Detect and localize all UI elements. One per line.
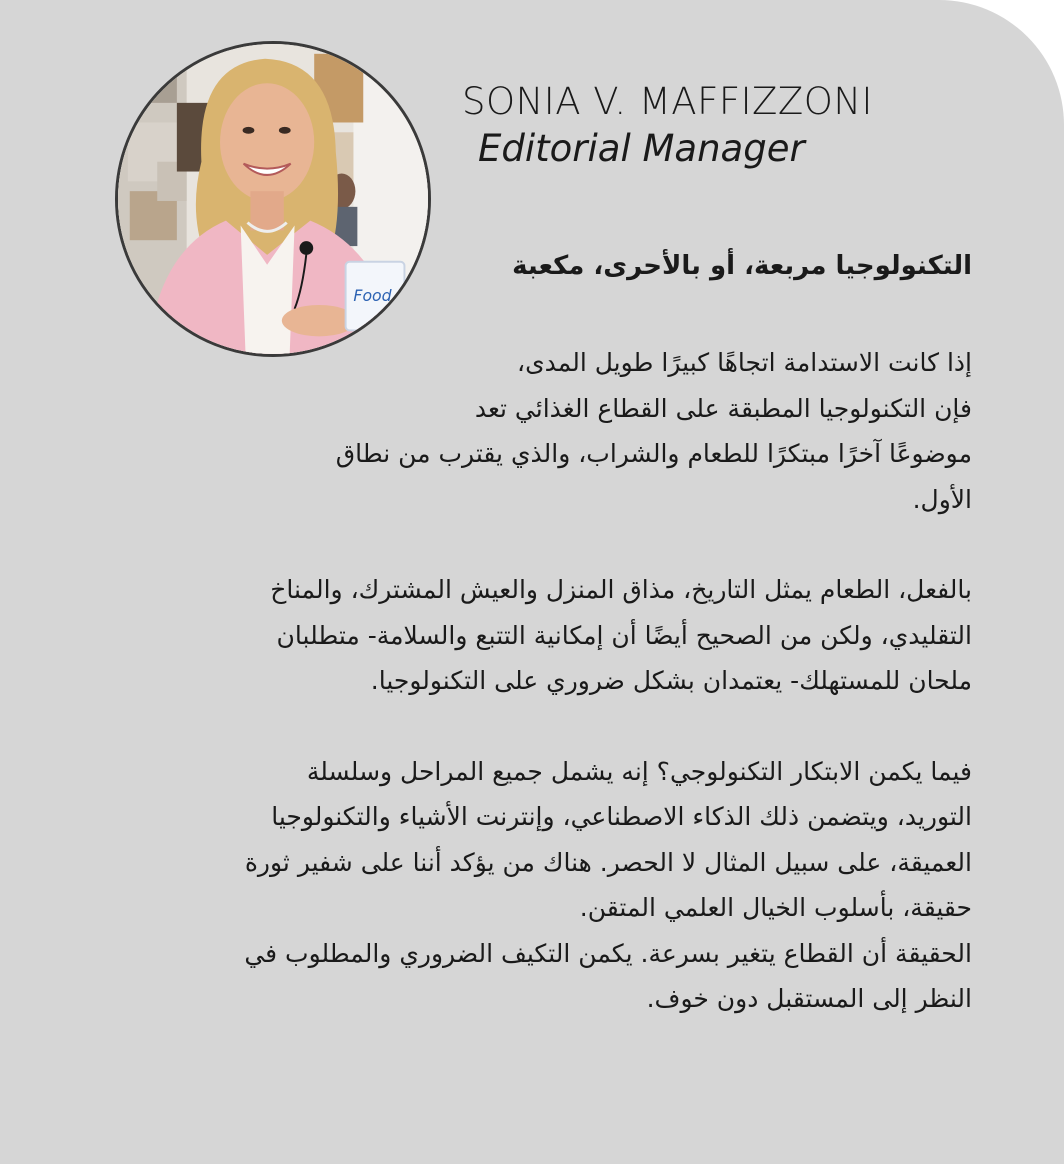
paragraph-line: العميقة، على سبيل المثال لا الحصر. هناك من يؤكد أننا على شفير ثورة <box>244 847 972 877</box>
paragraph-line: بالفعل، الطعام يمثل التاريخ، مذاق المنزل والعيش المشترك، والمناخ <box>270 575 972 604</box>
paragraph-line: حقيقة، بأسلوب الخيال العلمي المتقن. <box>579 893 972 922</box>
paragraph-line: الأول. <box>912 484 972 514</box>
paragraph <box>136 749 972 931</box>
paragraph-line: موضوعًا آخرًا مبتكرًا للطعام والشراب، والذي يقترب من نطاق <box>335 439 972 468</box>
article-headline: التكنولوجيا مربعة، أو بالأحرى، مكعبة <box>512 251 972 281</box>
paragraph-line: التقليدي، ولكن من الصحيح أيضًا أن إمكانية التتبع والسلامة- متطلبان <box>276 620 972 650</box>
paragraph <box>136 931 972 1022</box>
paragraph-line: النظر إلى المستقبل دون خوف. <box>646 984 972 1013</box>
author-role: Editorial Manager <box>478 127 805 170</box>
box-label: Food <box>353 286 392 306</box>
author-name: SONIA V. MAFFIZZONI <box>462 80 873 123</box>
paragraph-line: التوريد، ويتضمن ذلك الذكاء الاصطناعي، وإنترنت الأشياء والتكنولوجيا <box>271 802 972 831</box>
author-photo <box>115 41 431 357</box>
paragraph-line: الحقيقة أن القطاع يتغير بسرعة. يكمن التكيف الضروري والمطلوب في <box>244 938 972 968</box>
paragraph-line: فإن التكنولوجيا المطبقة على القطاع الغذائي تعد <box>474 393 972 423</box>
article-body <box>136 340 972 1022</box>
paragraph-line: ملحان للمستهلك- يعتمدان بشكل ضروري على التكنولوجيا. <box>370 666 972 695</box>
paragraph <box>136 567 972 704</box>
paragraph <box>136 340 972 522</box>
paragraph-line: فيما يكمن الابتكار التكنولوجي؟ إنه يشمل جميع المراحل وسلسلة <box>306 756 972 786</box>
paragraph-line: إذا كانت الاستدامة اتجاهًا كبيرًا طويل المدى، <box>517 348 972 377</box>
